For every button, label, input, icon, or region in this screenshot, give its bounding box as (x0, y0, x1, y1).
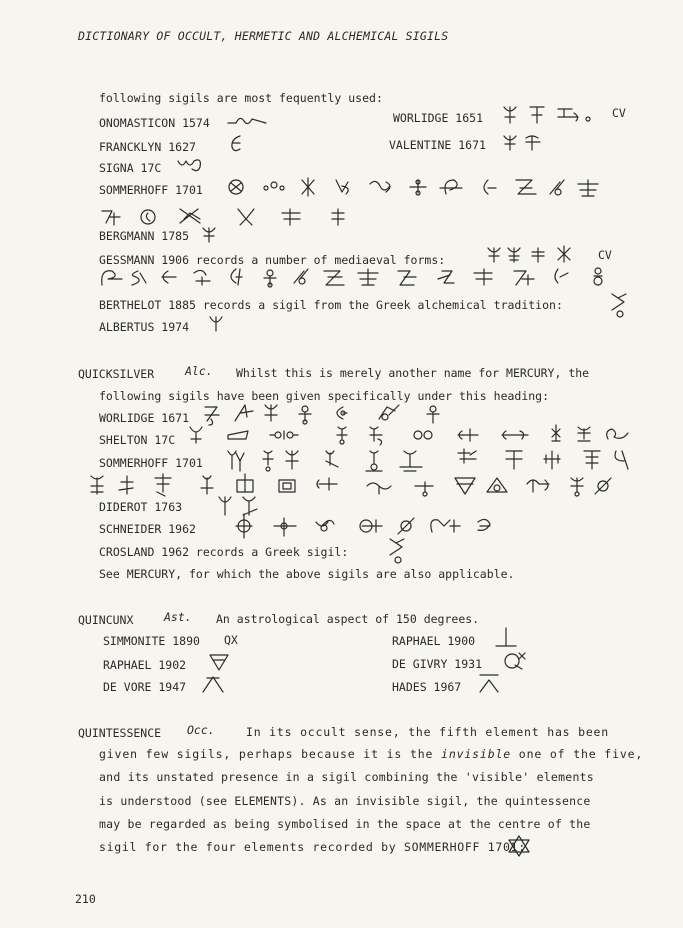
sigil-signa (176, 155, 206, 175)
entry-abbr-quintessence: Occ. (187, 723, 215, 737)
source-worlidge-1671: WORLIDGE 1671 (99, 411, 190, 425)
source-bergmann: BERGMANN 1785 (99, 229, 190, 243)
mercury-intro: following sigils are most fequently used: (99, 91, 383, 105)
source-valentine: VALENTINE 1671 (389, 138, 486, 152)
source-shelton: SHELTON 17C (99, 433, 176, 447)
quintessence-line-3: and its unstated presence in a sigil combining the 'visible' elements (99, 770, 594, 784)
sigils-sommerhoff-qs-row2 (87, 472, 647, 500)
sigil-de-givry (502, 649, 528, 673)
sigils-gessmann-row2 (98, 265, 628, 291)
source-gessmann: GESSMANN 1906 records a number of mediaeval forms: (99, 253, 446, 267)
sigil-crosland-greek (386, 535, 408, 565)
source-sommerhoff-1701: SOMMERHOFF 1701 (99, 456, 203, 470)
page-number: 210 (75, 892, 96, 906)
quintessence-line-4: is understood (see ELEMENTS). As an invisible sigil, the quintessence (99, 794, 591, 808)
sigil-berthelot-greek (608, 290, 630, 318)
source-simmonite: SIMMONITE 1890 (103, 634, 200, 648)
sigil-simmonite-qx: QX (224, 633, 238, 647)
source-albertus: ALBERTUS 1974 (99, 320, 190, 334)
sigils-shelton (188, 423, 634, 449)
source-francklyn: FRANCKLYN 1627 (99, 140, 196, 154)
entry-term-quintessence: QUINTESSENCE (78, 726, 162, 740)
source-berthelot: BERTHELOT 1885 records a sigil from the Greek alchemical tradition: (99, 298, 563, 312)
source-raphael-1900: RAPHAEL 1900 (392, 634, 476, 648)
source-raphael-1902: RAPHAEL 1902 (103, 658, 187, 672)
quicksilver-definition-2: following sigils have been given specifically under this heading: (99, 389, 550, 403)
sigils-sommerhoff-row2 (100, 205, 360, 229)
source-signa: SIGNA 17C (99, 161, 162, 175)
source-crosland: CROSLAND 1962 records a Greek sigil: (99, 545, 349, 559)
cv-label-2: CV (598, 248, 612, 262)
quintessence-line-6: sigil for the four elements recorded by SOMMERHOFF 1701: (99, 840, 526, 854)
running-title: DICTIONARY OF OCCULT, HERMETIC AND ALCHEMICAL SIGILS (78, 29, 449, 43)
entry-abbr-quicksilver: Alc. (185, 364, 213, 378)
sigil-onomasticon (226, 113, 272, 129)
sigil-raphael-1902 (208, 652, 230, 672)
sigils-gessmann-row1 (486, 244, 596, 266)
source-worlidge-1651: WORLIDGE 1651 (393, 111, 484, 125)
sigil-francklyn (228, 133, 244, 155)
sigils-sommerhoff-row1 (226, 176, 646, 200)
source-onomasticon: ONOMASTICON 1574 (99, 116, 210, 130)
source-diderot: DIDEROT 1763 (99, 500, 183, 514)
sigils-worlidge-1651 (502, 103, 612, 127)
sigil-albertus (208, 313, 226, 333)
quicksilver-see-also: See MERCURY, for which the above sigils are also applicable. (99, 567, 515, 581)
source-de-givry: DE GIVRY 1931 (392, 657, 483, 671)
quintessence-line-5: may be regarded as being symbolised in the space at the centre of the (99, 817, 591, 831)
source-sommerhoff: SOMMERHOFF 1701 (99, 183, 203, 197)
sigil-raphael-1900 (494, 626, 518, 650)
sigil-four-elements-hexagram (507, 834, 531, 858)
source-de-vore: DE VORE 1947 (103, 680, 187, 694)
source-hades: HADES 1967 (392, 680, 462, 694)
entry-term-quicksilver: QUICKSILVER (78, 367, 155, 381)
source-schneider: SCHNEIDER 1962 (99, 522, 196, 536)
cv-label-1: CV (612, 106, 626, 120)
sigils-schneider (234, 512, 494, 540)
quintessence-line-2: given few sigils, perhaps because it is the invisible one of the five, (99, 747, 644, 761)
quincunx-definition: An astrological aspect of 150 degrees. (216, 612, 480, 626)
quicksilver-definition-1: Whilst this is merely another name for MERCURY, the (236, 366, 590, 380)
sigil-de-vore (201, 674, 225, 694)
entry-term-quincunx: QUINCUNX (78, 613, 134, 627)
sigils-valentine (502, 132, 552, 152)
entry-abbr-quincunx: Ast. (164, 610, 192, 624)
quintessence-line-1: In its occult sense, the fifth element has been (246, 725, 610, 739)
sigil-hades (478, 672, 500, 694)
sigil-bergmann (201, 224, 219, 244)
